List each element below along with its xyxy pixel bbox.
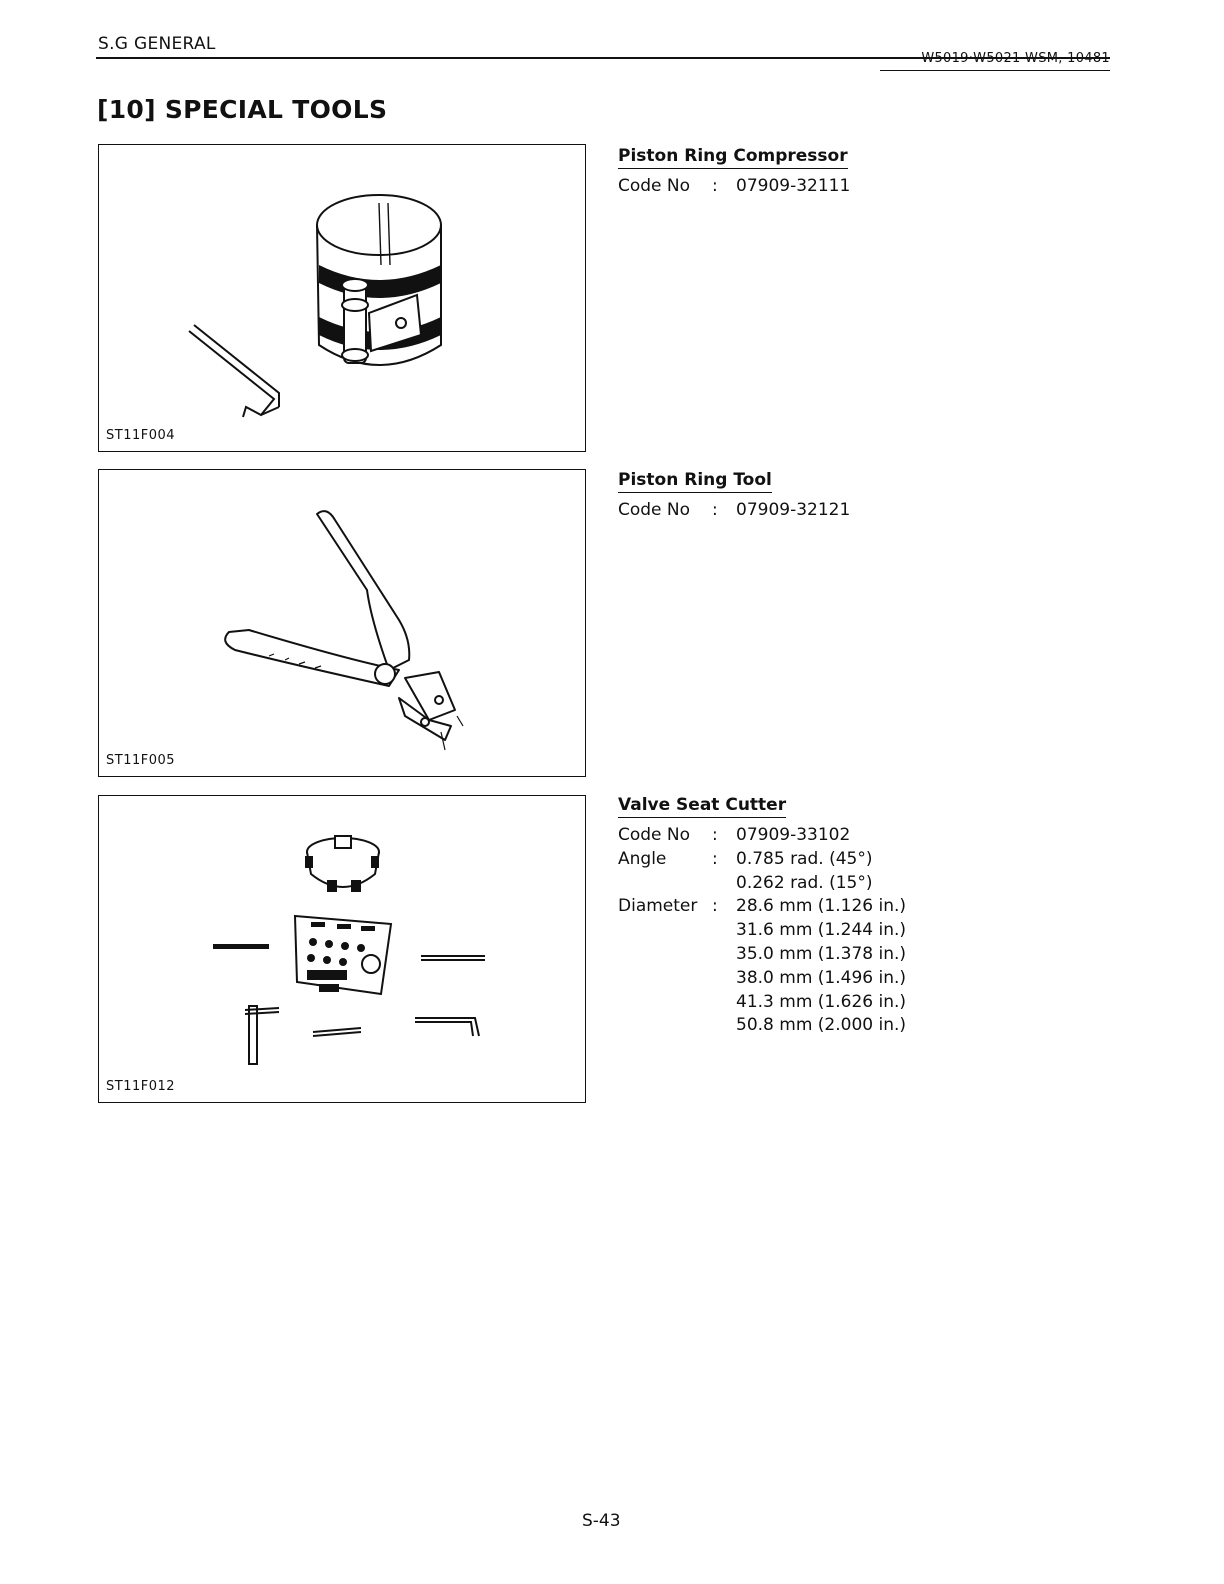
page-title: [10] SPECIAL TOOLS [97,95,388,124]
spec-values [736,499,850,523]
spec-row [618,848,906,896]
spec-value: 07909-32111 [736,176,851,196]
figure-code: ST11F005 [106,753,176,768]
spec-values [736,848,872,896]
spec-label: Code No [618,825,691,845]
spec-separator: : [712,848,718,869]
spec-row [618,499,850,523]
spec-value: 50.8 mm (2.000 in.) [736,1015,907,1036]
spec-value: 31.6 mm (1.244 in.) [736,920,907,941]
spec-values [736,175,850,199]
spec-separator: : [712,896,718,917]
valve-seat-cutter-illustration [99,796,585,1102]
figure-piston-ring-tool [98,469,586,777]
figure-code: ST11F012 [106,1079,176,1094]
page-number: S-43 [582,1511,621,1531]
spec-row [618,824,906,848]
spec-separator: : [712,825,718,845]
spec-separator: : [712,176,718,196]
spec-label: Diameter [618,896,698,917]
header-section: S.G GENERAL [98,34,216,54]
spec-label: Code No [618,176,691,196]
spec-values [736,895,906,1038]
spec-value: 0.785 rad. (45°) [736,848,873,869]
tool-piston-ring-tool [618,470,850,523]
figure-piston-ring-compressor [98,144,586,452]
spec-value: 38.0 mm (1.496 in.) [736,967,907,988]
header-rule [96,57,1110,59]
header-rule-short [880,70,1110,71]
spec-row [618,895,906,1038]
spec-row [618,175,850,199]
spec-values [736,824,850,848]
tool-piston-ring-compressor [618,146,850,199]
tool-name: Piston Ring Tool [618,470,772,493]
spec-value: 41.3 mm (1.626 in.) [736,991,907,1012]
spec-value: 07909-32121 [736,500,851,520]
tool-valve-seat-cutter [618,795,906,1038]
spec-value: 35.0 mm (1.378 in.) [736,943,907,964]
spec-value: 07909-33102 [736,825,851,845]
spec-value: 28.6 mm (1.126 in.) [736,896,907,917]
piston-ring-compressor-illustration [99,145,585,451]
piston-ring-tool-illustration [99,470,585,776]
spec-value: 0.262 rad. (15°) [736,872,873,893]
tool-name: Valve Seat Cutter [618,795,786,818]
figure-code: ST11F004 [106,428,176,443]
spec-separator: : [712,500,718,520]
spec-label: Angle [618,848,667,869]
spec-label: Code No [618,500,691,520]
figure-valve-seat-cutter [98,795,586,1103]
tool-name: Piston Ring Compressor [618,146,848,169]
